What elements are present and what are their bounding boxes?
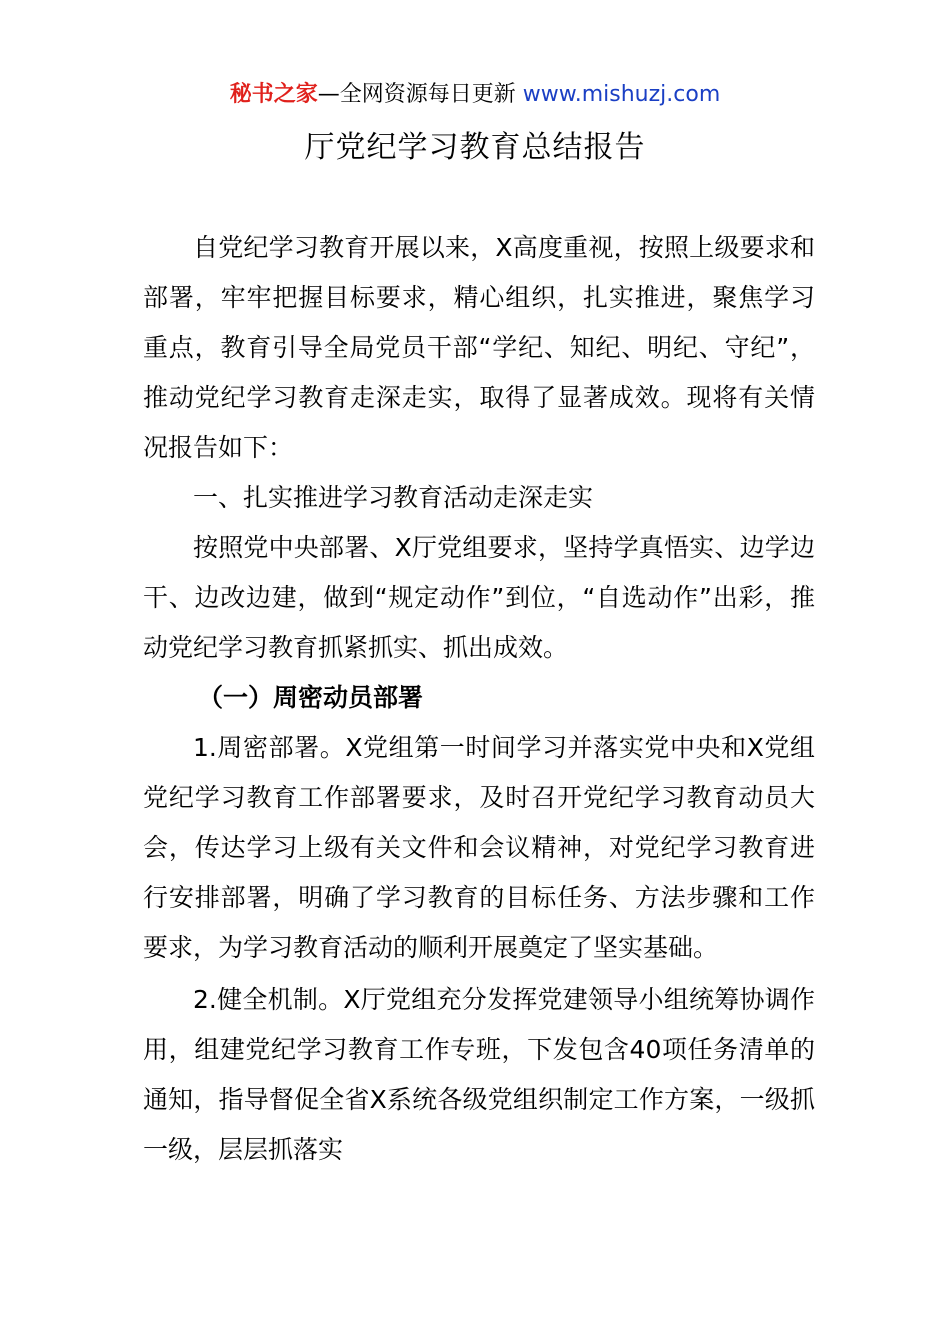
intro-paragraph: 自党纪学习教育开展以来，X高度重视，按照上级要求和部署，牢牢把握目标要求，精心组织，扎实推进，聚焦学习重点，教育引导全局党员干部“学纪、知纪、明纪、守纪”，推动党纪学习教育走深走实，取得了显著成效。现将有关情况报告如下：: [143, 233, 815, 462]
section-1-paragraph: 按照党中央部署、X厅党组要求，坚持学真悟实、边学边干、边改边建，做到“规定动作”到位，“自选动作”出彩，推动党纪学习教育抓紧抓实、抓出成效。: [143, 533, 815, 662]
site-header: [0, 78, 950, 112]
item-1-paragraph: 1.周密部署。X党组第一时间学习并落实党中央和X党组党纪学习教育工作部署要求，及时召开党纪学习教育动员大会，传达学习上级有关文件和会议精神，对党纪学习教育进行安排部署，明确了学习教育的目标任务、方法步骤和工作要求，为学习教育活动的顺利开展奠定了坚实基础。: [143, 733, 815, 962]
item-2-paragraph: 2.健全机制。X厅党组充分发挥党建领导小组统筹协调作用，组建党纪学习教育工作专班，下发包含40项任务清单的通知，指导督促全省X系统各级党组织制定工作方案，一级抓一级，层层抓落实: [143, 985, 815, 1164]
site-slogan: —全网资源每日更新: [317, 82, 523, 107]
site-brand: 秘书之家: [229, 82, 318, 107]
document-title: 厅党纪学习教育总结报告: [304, 130, 646, 165]
site-url-link[interactable]: www.mishuzj.com: [522, 82, 721, 107]
section-heading-1: 一、扎实推进学习教育活动走深走实: [193, 483, 594, 512]
document-body: [143, 223, 815, 1175]
subsection-heading-1: （一）周密动员部署: [198, 683, 424, 712]
